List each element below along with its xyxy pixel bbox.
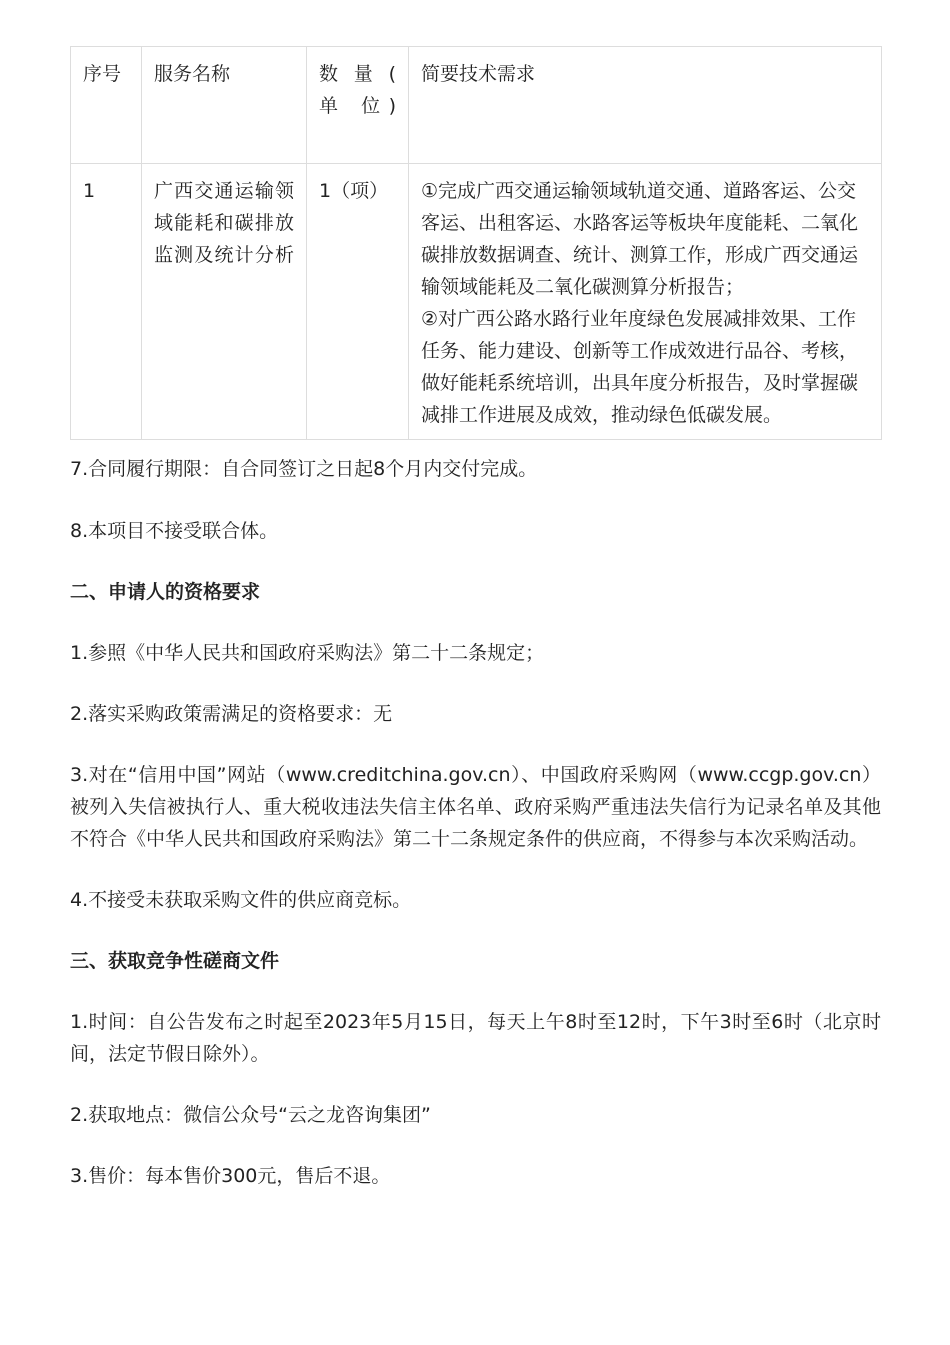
obtain-time-text: 1.时间：自公告发布之时起至2023年5月15日，每天上午8时至12时，下午3时至6时（北京时间，法定节假日除外）。 (70, 1011, 881, 1065)
price-text: 3.售价：每本售价300元，售后不退。 (70, 1165, 391, 1187)
row-index: 1 (71, 164, 142, 440)
header-index: 序号 (71, 47, 142, 164)
requirement-item: ①完成广西交通运输领域轨道交通、道路客运、公交客运、出租客运、水路客运等板块年度能耗、二氧化碳排放数据调查、统计、测算工作，形成广西交通运输领域能耗及二氧化碳测算分析报告； (421, 180, 859, 298)
qualification-item-1: 1.参照《中华人民共和国政府采购法》第二十二条规定； (70, 642, 545, 664)
qualification-item-2: 2.落实采购政策需满足的资格要求：无 (70, 703, 393, 725)
obtain-location-text: 2.获取地点：微信公众号“云之龙咨询集团” (70, 1104, 431, 1126)
header-quantity: 数 量 ( 单 位) (307, 47, 409, 164)
header-requirements: 简要技术需求 (409, 47, 882, 164)
row-service-name: 广西交通运输领域能耗和碳排放监测及统计分析 (142, 164, 307, 440)
row-requirements (409, 164, 882, 440)
row-quantity: 1（项） (307, 164, 409, 440)
section-title-qualifications: 二、申请人的资格要求 (70, 581, 261, 603)
no-consortium-text: 8.本项目不接受联合体。 (70, 520, 279, 542)
contract-period-text: 7.合同履行期限：自合同签订之日起8个月内交付完成。 (70, 458, 538, 480)
service-table (70, 46, 882, 440)
section-title-obtain-documents: 三、获取竞争性磋商文件 (70, 950, 280, 972)
qualification-item-3: 3.对在“信用中国”网站（www.creditchina.gov.cn）、中国政府采购网（www.ccgp.gov.cn）被列入失信被执行人、重大税收违法失信主体名单、政府采购严重违法失信行为记录名单及其他不符合《中华人民共和国政府采购法》第二十二条规定条件的供应商，不得参与本次采购活动。 (70, 764, 881, 850)
requirement-item: ②对广西公路水路行业年度绿色发展减排效果、工作任务、能力建设、创新等工作成效进行品谷、考核，做好能耗系统培训，出具年度分析报告，及时掌握碳减排工作进展及成效，推动绿色低碳发展。 (421, 308, 859, 426)
table-header-row (71, 47, 882, 164)
table-row (71, 164, 882, 440)
header-service-name: 服务名称 (142, 47, 307, 164)
document-page (70, 46, 881, 1192)
qualification-item-4: 4.不接受未获取采购文件的供应商竞标。 (70, 889, 412, 911)
